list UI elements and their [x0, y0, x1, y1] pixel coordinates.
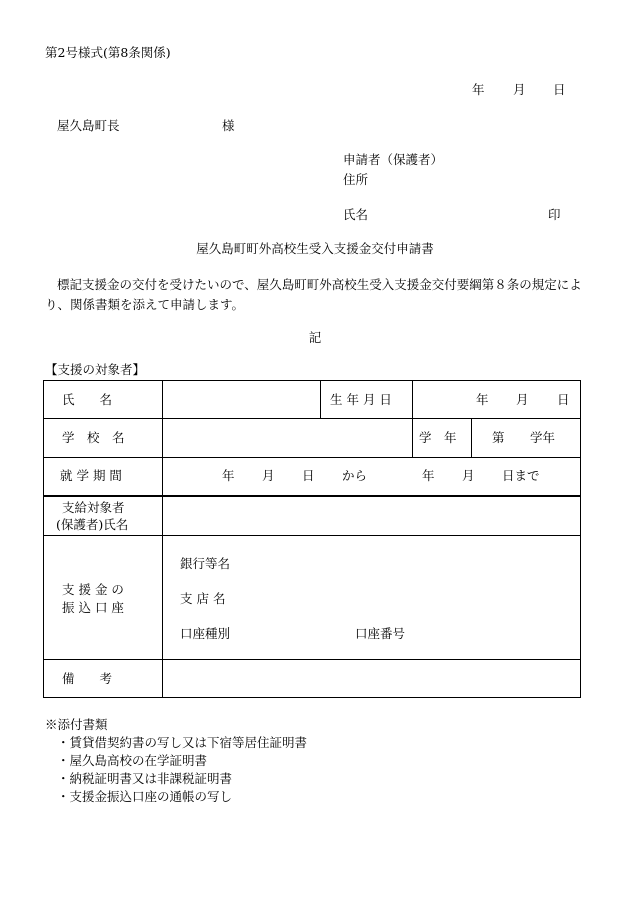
- grade-suffix: 学年: [530, 430, 556, 445]
- remarks-label: 備 考: [62, 671, 113, 686]
- birth-year-label: 年: [476, 392, 489, 407]
- seal-mark: 印: [548, 207, 561, 222]
- name-label: 氏 名: [62, 392, 113, 407]
- attachment-item: ・屋久島高校の在学証明書: [57, 753, 208, 768]
- recipient-label-line2: (保護者)氏名: [56, 517, 129, 532]
- account-type-label: 口座種別: [180, 626, 231, 641]
- attachment-item: ・支援金振込口座の通帳の写し: [57, 789, 233, 804]
- applicant-name-label: 氏名: [343, 207, 369, 222]
- branch-name-label: 支 店 名: [180, 591, 226, 606]
- period-end-month: 月: [462, 468, 475, 483]
- bank-name-label: 銀行等名: [180, 556, 231, 571]
- period-from: から: [342, 468, 368, 483]
- grade-label: 学 年: [419, 430, 457, 445]
- applicant-role: 申請者（保護者）: [343, 152, 444, 167]
- enrollment-period-label: 就 学 期 間: [60, 468, 122, 483]
- account-label-line1: 支 援 金 の: [62, 582, 124, 597]
- addressee-honorific: 様: [222, 118, 235, 133]
- date-month-label: 月: [513, 82, 526, 97]
- applicant-address-label: 住所: [343, 172, 369, 187]
- period-start-year: 年: [222, 468, 235, 483]
- school-label: 学 校 名: [62, 430, 125, 445]
- date-day-label: 日: [553, 82, 566, 97]
- period-end-day: 日まで: [502, 468, 540, 483]
- period-end-year: 年: [422, 468, 435, 483]
- ki-mark: 記: [308, 330, 322, 345]
- birth-month-label: 月: [516, 392, 529, 407]
- recipient-label-line1: 支給対象者: [62, 500, 125, 515]
- section-label: 【支援の対象者】: [45, 362, 146, 377]
- birth-day-label: 日: [557, 392, 570, 407]
- birthdate-label: 生 年 月 日: [330, 392, 392, 407]
- body-text: 標記支援金の交付を受けたいので、屋久島町町外高校生受入支援金交付要綱第８条の規定により、関係書類を添えて申請します。: [45, 277, 582, 312]
- period-start-day: 日: [302, 468, 315, 483]
- account-label-line2: 振 込 口 座: [62, 600, 124, 615]
- attachments-heading: ※添付書類: [45, 717, 108, 732]
- form-number: 第2号様式(第8条関係): [45, 45, 171, 60]
- attachment-item: ・納税証明書又は非課税証明書: [57, 771, 233, 786]
- account-number-label: 口座番号: [355, 626, 406, 641]
- addressee-name: 屋久島町長: [57, 118, 120, 133]
- attachment-item: ・賃貸借契約書の写し又は下宿等居住証明書: [57, 735, 308, 750]
- date-year-label: 年: [472, 82, 485, 97]
- document-title: 屋久島町町外高校生受入支援金交付申請書: [196, 241, 434, 256]
- period-start-month: 月: [262, 468, 275, 483]
- grade-prefix: 第: [492, 430, 505, 445]
